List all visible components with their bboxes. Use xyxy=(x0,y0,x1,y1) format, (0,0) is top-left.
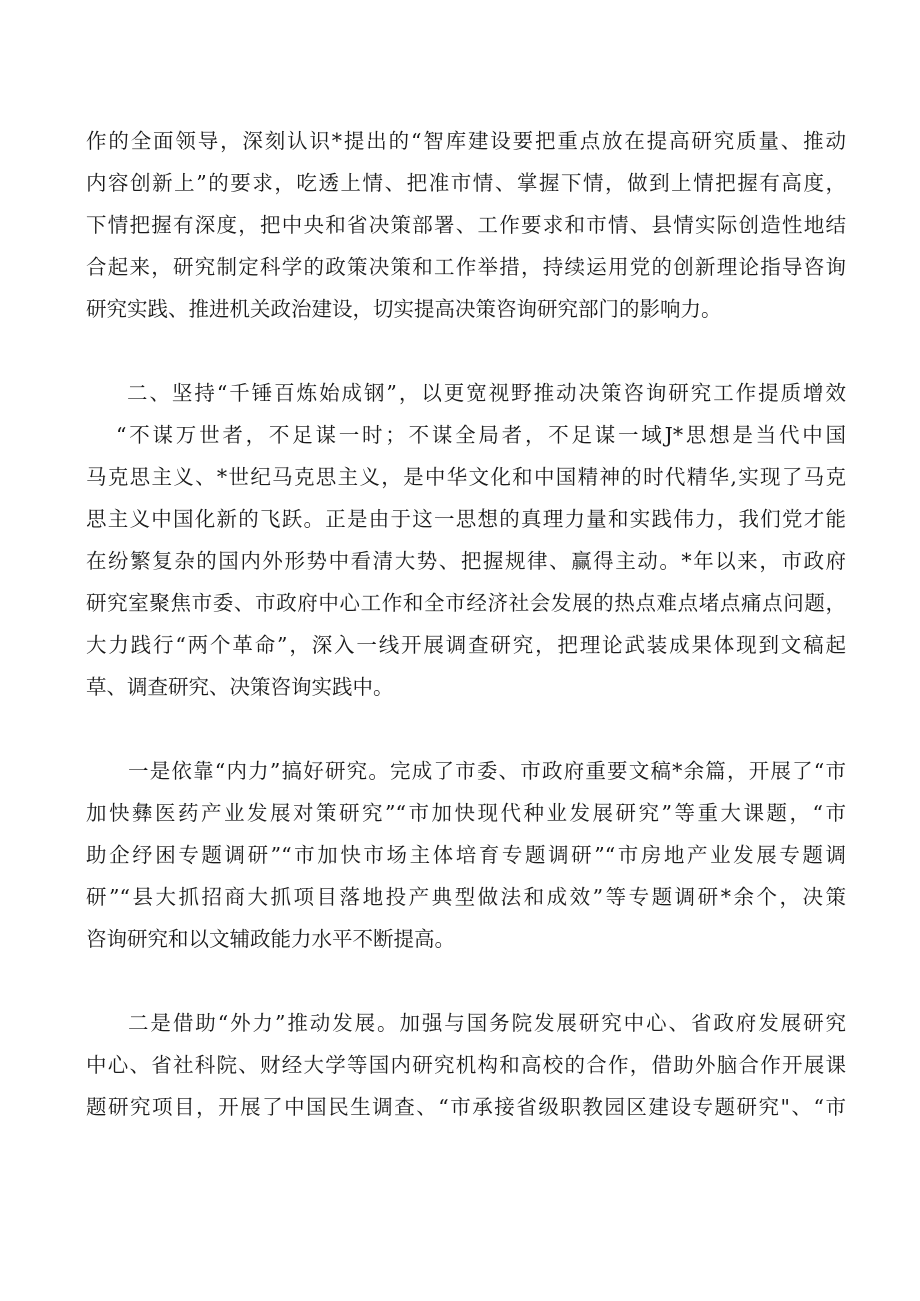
paragraph-line: 二是借助“外力”推动发展。加强与国务院发展研究中心、省政府发展研究 xyxy=(128,1011,846,1035)
paragraph-line: 思主义中国化新的飞跃。正是由于这一思想的真理力量和实践伟力，我们党才能 xyxy=(86,507,846,531)
paragraph-line: 研究室聚焦市委、市政府中心工作和全市经济社会发展的热点难点堵点痛点问题， xyxy=(86,591,846,615)
paragraph-line: 内容创新上”的要求，吃透上情、把准市情、掌握下情，做到上情把握有高度， xyxy=(86,171,846,195)
paragraph-line: 加快彝医药产业发展对策研究”“市加快现代种业发展研究”等重大课题，“市 xyxy=(86,801,846,825)
paragraph-line: 题研究项目，开展了中国民生调查、“市承接省级职教园区建设专题研究"、“市 xyxy=(86,1095,846,1119)
paragraph-line: 咨询研究和以文辅政能力水平不断提高。 xyxy=(86,927,455,951)
paragraph-line: 研究实践、推进机关政治建设，切实提高决策咨询研究部门的影响力。 xyxy=(86,297,722,321)
section-heading: 二、坚持“千锤百炼始成钢”，以更宽视野推动决策咨询研究工作提质增效 xyxy=(127,381,846,405)
paragraph-line: 大力践行“两个革命”，深入一线开展调查研究，把理论武装成果体现到文稿起 xyxy=(86,633,846,657)
paragraph-line: 作的全面领导，深刻认识*提出的“智库建设要把重点放在提高研究质量、推动 xyxy=(86,129,846,153)
paragraph-line: 研”“县大抓招商大抓项目落地投产典型做法和成效”等专题调研*余个，决策 xyxy=(86,885,846,909)
paragraph-line: 一是依靠“内力”搞好研究。完成了市委、市政府重要文稿*余篇，开展了“市 xyxy=(128,759,846,783)
paragraph-line: 中心、省社科院、财经大学等国内研究机构和高校的合作，借助外脑合作开展课 xyxy=(86,1053,846,1077)
paragraph-line: “不谋万世者，不足谋一时；不谋全局者，不足谋一域J*思想是当代中国 xyxy=(116,423,846,447)
paragraph-line: 合起来，研究制定科学的政策决策和工作举措，持续运用党的创新理论指导咨询 xyxy=(86,255,846,279)
paragraph-line: 下情把握有深度，把中央和省决策部署、工作要求和市情、县情实际创造性地结 xyxy=(86,213,846,237)
paragraph-line: 马克思主义、*世纪马克思主义，是中华文化和中国精神的时代精华,实现了马克 xyxy=(86,465,846,489)
paragraph-line: 草、调查研究、决策咨询实践中。 xyxy=(86,675,394,699)
paragraph-line: 在纷繁复杂的国内外形势中看清大势、把握规律、赢得主动。*年以来，市政府 xyxy=(86,549,846,573)
paragraph-line: 助企纾困专题调研”“市加快市场主体培育专题调研”“市房地产业发展专题调 xyxy=(86,843,846,867)
